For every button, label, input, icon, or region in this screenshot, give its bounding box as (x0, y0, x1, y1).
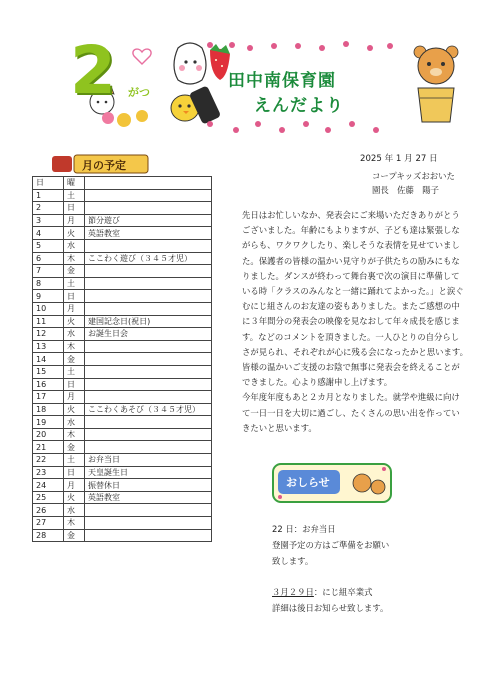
schedule-cell-event (85, 365, 212, 378)
schedule-cell-day: 17 (33, 391, 64, 404)
school-name: 田中南保育園 (228, 71, 336, 91)
schedule-cell-event (85, 441, 212, 454)
notice-banner (272, 463, 392, 503)
schedule-cell-day: 11 (33, 315, 64, 328)
schedule-cell-event: お誕生日会 (85, 328, 212, 341)
greeting-line: 皆様の温かいご支援のお陰で無事に発表会を終えることが (242, 362, 460, 373)
table-row (33, 454, 212, 467)
schedule-cell-dow: 金 (64, 529, 85, 542)
schedule-cell-event: 天皇誕生日 (85, 466, 212, 479)
schedule-cell-day: 24 (33, 479, 64, 492)
column-header-dow: 曜 (64, 177, 85, 190)
schedule-cell-dow: 木 (64, 252, 85, 265)
schedule-cell-dow: 金 (64, 441, 85, 454)
schedule-cell-dow: 水 (64, 239, 85, 252)
table-row (33, 529, 212, 542)
schedule-cell-day: 14 (33, 353, 64, 366)
schedule-cell-day: 9 (33, 290, 64, 303)
greeting-line: す。などのコメントを頂きました。一人ひとりの自分らし (242, 331, 460, 342)
table-row (33, 302, 212, 315)
schedule-cell-event: 節分遊び (85, 214, 212, 227)
table-row (33, 290, 212, 303)
month-suffix: がつ (128, 86, 150, 99)
schedule-cell-day: 7 (33, 265, 64, 278)
schedule-cell-dow: 火 (64, 227, 85, 240)
schedule-cell-event (85, 302, 212, 315)
schedule-cell-event (85, 340, 212, 353)
schedule-cell-dow: 土 (64, 365, 85, 378)
schedule-cell-dow: 土 (64, 189, 85, 202)
greeting-body (242, 208, 474, 436)
schedule-cell-dow: 日 (64, 466, 85, 479)
notice-item-1-title: 22 日：お弁当日 (272, 524, 336, 534)
table-row (33, 416, 212, 429)
schedule-cell-event: ここわく遊び（３４５才児） (85, 252, 212, 265)
schedule-cell-day: 3 (33, 214, 64, 227)
schedule-cell-day: 19 (33, 416, 64, 429)
schedule-label-text: 月の予定 (82, 159, 126, 172)
notice-item-2-line2: 詳細は後日お知らせ致します。 (272, 603, 389, 613)
schedule-cell-day: 21 (33, 441, 64, 454)
schedule-cell-event (85, 265, 212, 278)
monthly-schedule-table (32, 176, 212, 542)
schedule-cell-event (85, 290, 212, 303)
schedule-cell-day: 2 (33, 202, 64, 215)
schedule-cell-dow: 水 (64, 504, 85, 517)
schedule-cell-day: 22 (33, 454, 64, 467)
schedule-cell-day: 16 (33, 378, 64, 391)
greeting-line: むにじ組さんのお友達の姿もありました。またご感想の中 (242, 301, 460, 312)
schedule-cell-day: 25 (33, 491, 64, 504)
schedule-cell-day: 28 (33, 529, 64, 542)
schedule-cell-day: 23 (33, 466, 64, 479)
table-row (33, 189, 212, 202)
greeting-line: りました。ダンスが終わって舞台裏で次の演目に準備して (242, 270, 460, 281)
greeting-line: た。保護者の皆様の温かい見守りが子供たちの励みにもな (242, 255, 460, 266)
schedule-cell-event (85, 529, 212, 542)
schedule-cell-event (85, 353, 212, 366)
table-row (33, 517, 212, 530)
schedule-cell-event: 英語教室 (85, 227, 212, 240)
schedule-cell-day: 27 (33, 517, 64, 530)
schedule-cell-event: 建国記念日(祝日) (85, 315, 212, 328)
schedule-cell-dow: 火 (64, 315, 85, 328)
schedule-cell-day: 6 (33, 252, 64, 265)
schedule-cell-dow: 土 (64, 277, 85, 290)
schedule-cell-dow: 金 (64, 265, 85, 278)
schedule-cell-event: お弁当日 (85, 454, 212, 467)
schedule-cell-event (85, 391, 212, 404)
schedule-cell-dow: 水 (64, 416, 85, 429)
table-row (33, 365, 212, 378)
schedule-cell-event (85, 416, 212, 429)
letter-date: 2025 年 1 月 27 日 (360, 154, 438, 164)
table-row (33, 504, 212, 517)
schedule-cell-dow: 火 (64, 403, 85, 416)
schedule-cell-day: 4 (33, 227, 64, 240)
schedule-cell-dow: 日 (64, 202, 85, 215)
yarn-ball-icon (102, 110, 148, 127)
schedule-cell-dow: 月 (64, 391, 85, 404)
month-number: 2 (70, 32, 116, 109)
bear-character-icon (414, 46, 458, 122)
heart-icon (133, 49, 151, 64)
table-row (33, 479, 212, 492)
schedule-cell-day: 5 (33, 239, 64, 252)
column-header-day: 日 (33, 177, 64, 190)
notice-item-2-event: ：にじ組卒業式 (313, 587, 373, 597)
schedule-cell-dow: 日 (64, 378, 85, 391)
schedule-cell-day: 18 (33, 403, 64, 416)
schedule-cell-day: 8 (33, 277, 64, 290)
notice-item-2-date: ３月２９日 (272, 587, 314, 597)
schedule-cell-event (85, 378, 212, 391)
schedule-cell-dow: 月 (64, 214, 85, 227)
table-row (33, 353, 212, 366)
schedule-label (50, 152, 150, 176)
table-row (33, 252, 212, 265)
schedule-cell-dow: 月 (64, 479, 85, 492)
schedule-cell-dow: 木 (64, 340, 85, 353)
schedule-cell-dow: 火 (64, 491, 85, 504)
table-row (33, 491, 212, 504)
table-row (33, 214, 212, 227)
greeting-line: て一日一日を大切に過ごし、たくさんの思い出を作ってい (242, 407, 460, 418)
table-row (33, 315, 212, 328)
table-row (33, 202, 212, 215)
schedule-cell-event (85, 517, 212, 530)
greeting-line: いる時「クラスのみんなと一緒に踊れてよかった。」と涙ぐ (242, 286, 464, 297)
table-row (33, 466, 212, 479)
sender-name: 園長 佐藤 陽子 (372, 185, 439, 195)
schedule-cell-dow: 水 (64, 328, 85, 341)
schedule-cell-day: 13 (33, 340, 64, 353)
schedule-cell-event (85, 239, 212, 252)
newsletter-name: えんだより (254, 96, 344, 116)
schedule-cell-day: 20 (33, 428, 64, 441)
table-row (33, 340, 212, 353)
table-row (33, 391, 212, 404)
schedule-cell-event (85, 202, 212, 215)
greeting-line: がらも、ワクワクしたり、楽しそうな表情を見せていまし (242, 240, 460, 251)
schedule-cell-day: 26 (33, 504, 64, 517)
schedule-cell-day: 10 (33, 302, 64, 315)
table-row (33, 227, 212, 240)
schedule-cell-dow: 金 (64, 353, 85, 366)
table-row (33, 277, 212, 290)
greeting-line: きたいと思います。 (242, 422, 317, 433)
schedule-cell-dow: 月 (64, 302, 85, 315)
greeting-line: 今年度年度もあと２カ月となりました。就学や進級に向け (242, 392, 460, 403)
table-row (33, 378, 212, 391)
notice-banner-label: おしらせ (286, 476, 330, 489)
greeting-line: に３年間分の発表会の映像を見なおして年々成長を感じま (242, 316, 460, 327)
schedule-cell-event (85, 504, 212, 517)
onigiri-character-icon (174, 43, 206, 84)
schedule-cell-event: 振替休日 (85, 479, 212, 492)
table-row (33, 328, 212, 341)
schedule-cell-day: 1 (33, 189, 64, 202)
schedule-cell-event (85, 189, 212, 202)
table-header-row (33, 177, 212, 190)
table-row (33, 265, 212, 278)
schedule-cell-event: 英語教室 (85, 491, 212, 504)
greeting-line: 先日はお忙しいなか、発表会にご来場いただきありがとう (242, 210, 460, 220)
greeting-line: さが見られ、それぞれが心に残る会になったかと思います。 (242, 346, 468, 357)
schedule-cell-day: 12 (33, 328, 64, 341)
table-row (33, 403, 212, 416)
table-row (33, 428, 212, 441)
schedule-cell-event (85, 428, 212, 441)
table-row (33, 441, 212, 454)
notice-item-2-title (272, 586, 373, 598)
schedule-cell-dow: 木 (64, 517, 85, 530)
schedule-cell-day: 15 (33, 365, 64, 378)
sender-organization: コープキッズおおいた (372, 171, 455, 181)
schedule-cell-event (85, 277, 212, 290)
greeting-line: できました。心より感謝申し上げます。 (242, 377, 393, 388)
table-row (33, 239, 212, 252)
column-header-event (85, 177, 212, 190)
schedule-cell-dow: 木 (64, 428, 85, 441)
greeting-line: ございました。年齢にもよりますが、子ども達は緊張しな (242, 225, 460, 236)
schedule-cell-event: ここわくあそび（３４５才児） (85, 403, 212, 416)
strawberry-icon (210, 44, 230, 80)
schedule-cell-dow: 日 (64, 290, 85, 303)
schedule-cell-dow: 土 (64, 454, 85, 467)
notice-item-1-line2: 登園予定の方はご準備をお願い (272, 540, 390, 550)
notice-item-1-line3: 致します。 (272, 556, 314, 566)
